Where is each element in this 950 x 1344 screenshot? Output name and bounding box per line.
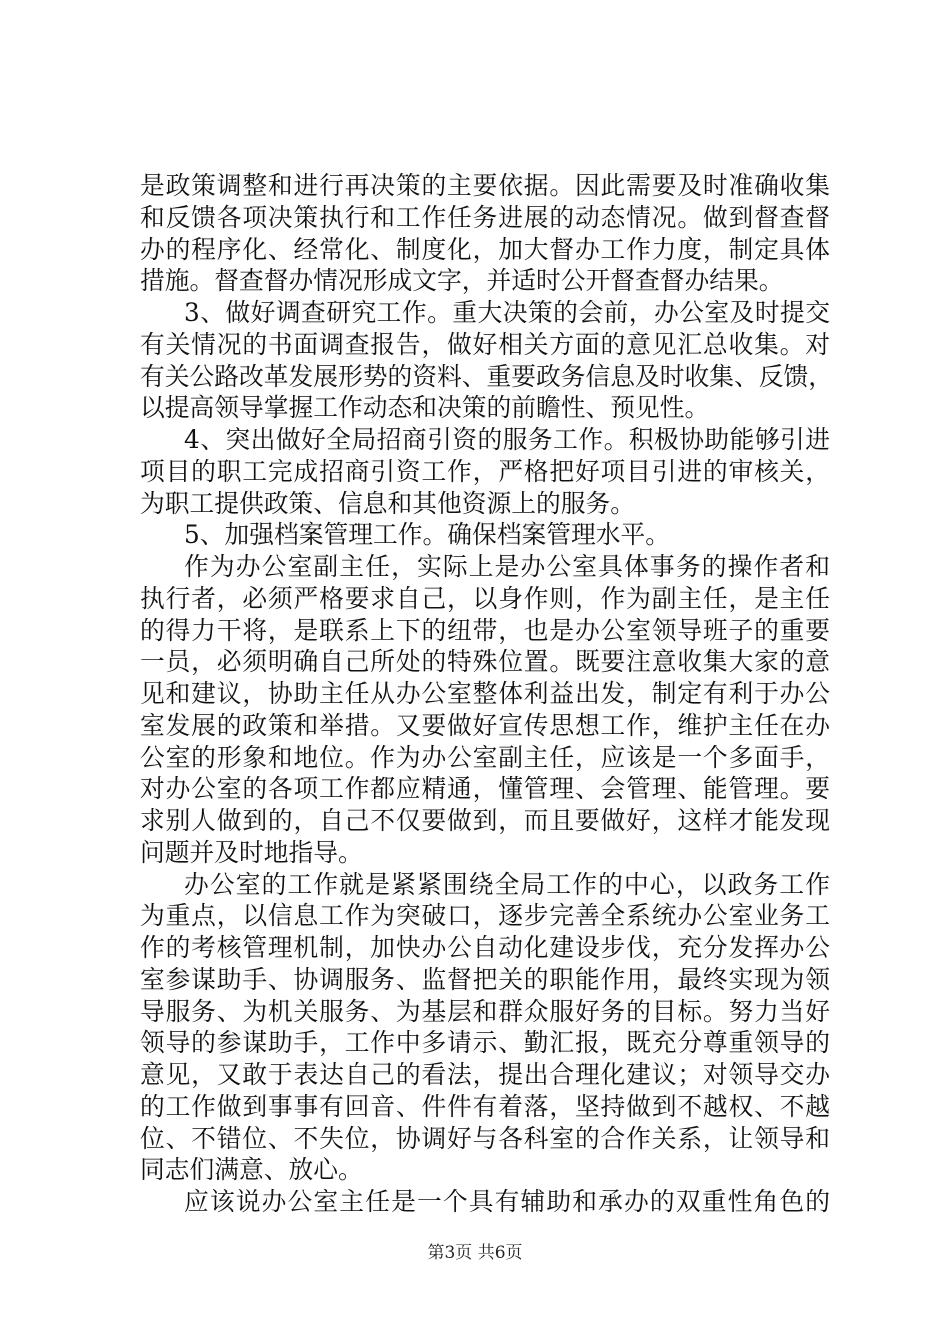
text-line: 问题并及时地指导。 — [140, 837, 363, 867]
text-line: 有关情况的书面调查报告，做好相关方面的意见汇总收集。对 — [140, 329, 830, 359]
text-line: 领导的参谋助手，工作中多请示、勤汇报，既充分尊重领导的 — [140, 1028, 830, 1058]
text-line: 一员，必须明确自己所处的特殊位置。既要注意收集大家的意 — [140, 647, 830, 677]
text-line: 是政策调整和进行再决策的主要依据。因此需要及时准确收集 — [140, 171, 830, 200]
paragraph-office-work-line: 办公室的工作就是紧紧围绕全局工作的中心，以政务工作 — [184, 869, 830, 899]
text-line: 室发展的政策和举措。又要做好宣传思想工作，维护主任在办 — [140, 710, 830, 740]
text-line: 公室的形象和地位。作为办公室副主任，应该是一个多面手， — [140, 742, 830, 772]
text-line: 意见，又敢于表达自己的看法，提出合理化建议；对领导交办 — [140, 1060, 830, 1089]
paragraph-role-line: 应该说办公室主任是一个具有辅助和承办的双重性角色的 — [184, 1187, 830, 1216]
text-line: 求别人做到的，自己不仅要做到，而且要做好，这样才能发现 — [140, 806, 830, 835]
text-line: 的得力干将，是联系上下的纽带，也是办公室领导班子的重要 — [140, 615, 830, 645]
text-line: 同志们满意、放心。 — [140, 1155, 363, 1185]
text-line: 作的考核管理机制，加快办公自动化建设步伐，充分发挥办公 — [140, 933, 830, 962]
text-line: 办的程序化、经常化、制度化，加大督办工作力度，制定具体 — [140, 234, 830, 264]
text-line: 项目的职工完成招商引资工作，严格把好项目引进的审核关， — [140, 456, 830, 486]
text-line: 见和建议，协助主任从办公室整体利益出发，制定有利于办公 — [140, 679, 830, 708]
paragraph-4-heading-line: 4、突出做好全局招商引资的服务工作。积极协助能够引进 — [184, 425, 830, 454]
text-line: 室参谋助手、协调服务、监督把关的职能作用，最终实现为领 — [140, 964, 830, 994]
text-line: 措施。督查督办情况形成文字，并适时公开督查督办结果。 — [140, 266, 784, 296]
text-line: 对办公室的各项工作都应精通，懂管理、会管理、能管理。要 — [140, 774, 830, 804]
paragraph-deputy-director-line: 作为办公室副主任，实际上是办公室具体事务的操作者和 — [184, 552, 830, 581]
text-line: 为职工提供政策、信息和其他资源上的服务。 — [140, 488, 635, 518]
paragraph-5-heading-line: 5、加强档案管理工作。确保档案管理水平。 — [184, 520, 670, 550]
page-footer: 第3页 共6页 — [427, 1243, 523, 1263]
text-line: 导服务、为机关服务、为基层和群众服好务的目标。努力当好 — [140, 996, 830, 1026]
text-line: 和反馈各项决策执行和工作任务进展的动态情况。做到督查督 — [140, 202, 830, 232]
text-line: 位、不错位、不失位，协调好与各科室的合作关系，让领导和 — [140, 1123, 830, 1153]
text-line: 的工作做到事事有回音、件件有着落，坚持做到不越权、不越 — [140, 1091, 830, 1121]
paragraph-3-heading-line: 3、做好调查研究工作。重大决策的会前，办公室及时提交 — [184, 298, 830, 327]
text-line: 以提高领导掌握工作动态和决策的前瞻性、预见性。 — [140, 393, 710, 423]
text-line: 有关公路改革发展形势的资料、重要政务信息及时收集、反馈， — [140, 361, 833, 391]
text-line: 执行者，必须严格要求自己，以身作则，作为副主任，是主任 — [140, 583, 830, 613]
text-line: 为重点，以信息工作为突破口，逐步完善全系统办公室业务工 — [140, 901, 830, 931]
